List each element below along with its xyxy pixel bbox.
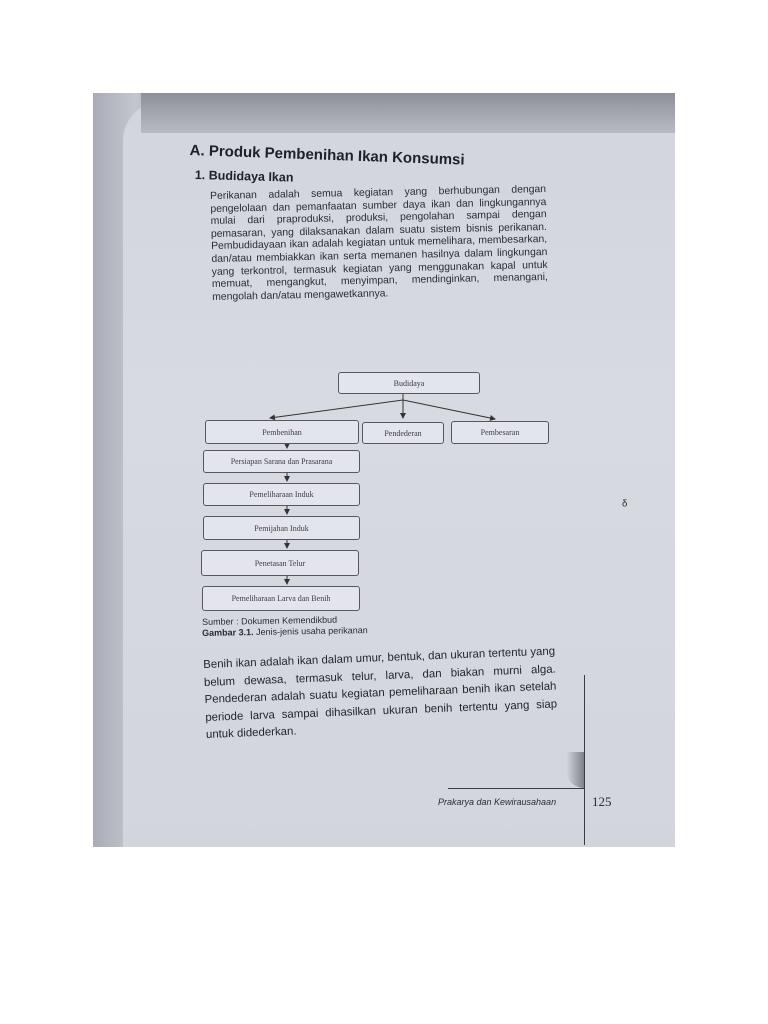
footer-book-title: Prakarya dan Kewirausahaan [438, 797, 557, 807]
figure-source: Sumber : Dokumen Kemendikbud [202, 614, 338, 627]
section-heading: A. Produk Pembenihan Ikan Konsumsi [189, 142, 465, 169]
subsection-heading: 1. Budidaya Ikan [194, 168, 294, 185]
diagram-root-budidaya: Budidaya [338, 372, 480, 394]
paragraph-perikanan: Perikanan adalah semua kegiatan yang berhubungan dengan pengelolaan dan pemanfaatan sumber daya ikan dan lingkungannya mulai dari praproduksi, produksi, pengolahan sampai dengan pemasaran, yang dilaksanakan dalam suatu sistem bisnis perikanan. Pembudidayaan ikan adalah kegiatan untuk memelihara, membesarkan, dan/atau membiakkan ikan serta memanen hasilnya dalam lingkungan yang terkontrol, termasuk kegiatan yang menggunakan kapal untuk memuat, mengangkut, menyimpan, mendinginkan, menangani, mengolah dan/atau mengawetkannya. [210, 183, 549, 303]
diagram-branch-pembenihan: Pembenihan [205, 420, 359, 444]
diagram-step-pemeliharaan-larva: Pemeliharaan Larva dan Benih [202, 586, 360, 611]
paragraph-benih: Benih ikan adalah ikan dalam umur, bentuk, dan ukuran tertentu yang belum dewasa, termasuk telur, larva, dan biakan murni alga. Pendederan adalah suatu kegiatan pemeliharaan benih ikan setelah periode larva sampai dihasilkan ukuran benih tertentu yang siap untuk didederkan. [203, 645, 558, 741]
diagram-step-pemeliharaan-induk: Pemeliharaan Induk [203, 483, 360, 506]
diagram-step-persiapan: Persiapan Sarana dan Prasarana [203, 450, 360, 473]
flow-diagram [195, 362, 560, 620]
page-number: 125 [592, 794, 612, 809]
diagram-step-penetasan-telur: Penetasan Telur [201, 550, 359, 576]
diagram-branch-pendederan: Pendederan [362, 422, 444, 444]
figure-caption [202, 625, 368, 638]
diagram-branch-pembesaran: Pembesaran [451, 421, 549, 444]
diagram-step-pemijahan-induk: Pemijahan Induk [203, 516, 360, 540]
figure-caption-label: Gambar 3.1. [202, 627, 254, 638]
figure-caption-text: Jenis-jenis usaha perikanan [256, 625, 368, 638]
ink-mark: ᵟ [622, 497, 628, 513]
corner-decoration [566, 752, 584, 788]
footer-horizontal-rule [448, 788, 584, 789]
margin-vertical-rule [584, 675, 585, 845]
